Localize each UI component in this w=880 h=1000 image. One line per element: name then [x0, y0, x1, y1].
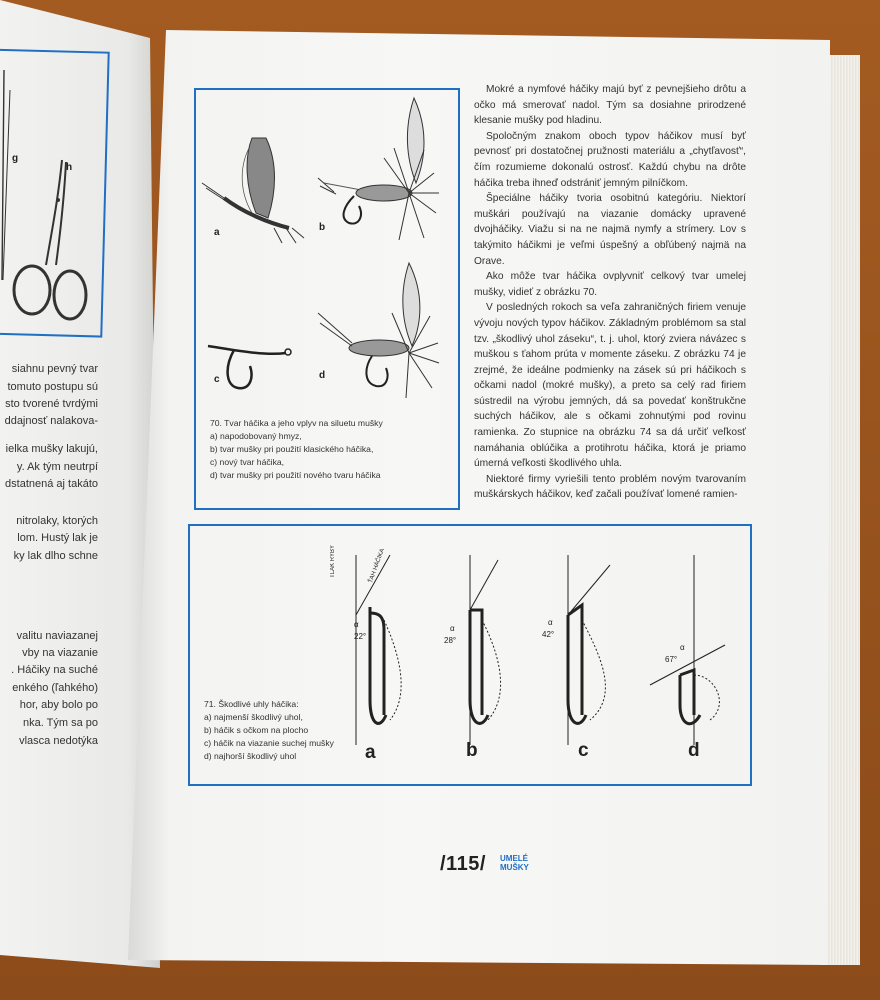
- left-text-line: valitu naviazanej: [16, 630, 98, 642]
- left-text-line: vlasca nedotýka: [19, 735, 98, 747]
- fig70-label-d: d: [319, 370, 326, 381]
- force-label-hook: ŤAH HÁČIKA: [368, 548, 386, 584]
- left-text-line: ddajnosť nalakova-: [4, 415, 98, 427]
- figure-letter-h: h: [66, 162, 73, 173]
- paragraph: V posledných rokoch sa veľa zahraničných firiem venuje vývoju nových typov háčikov. Základným problémom sa stal tzv. „škodlivý uhol záseku“, t. j. uhol, ktorý zviera návázec s muškou s ťahom prúta v momente záseku. Z obrázku 74 je zrejmé, že ideálne podmienky na zásek sú pri háčikoch s očkami nadol (mokré mušky), a preto sa celý rad firiem sústredil na výrobu jemných, dá sa povedať konštrukčne suchých háčikov, ale s očkami zohnutými pod rovinu ramienka. Zo stupnice na obrázku 74 sa dá určiť veľkosť namáhania oblúčika a protihrotu háčika, ktorá je priamo úmerná veľkosti škodlivého uhla.: [474, 302, 746, 470]
- left-text-line: nitrolaky, ktorých: [16, 515, 98, 527]
- left-text-line: vby na viazanie: [22, 647, 98, 659]
- fig70-label-b: b: [319, 222, 326, 233]
- body-text-column: [474, 82, 746, 503]
- left-text-line: ielka mušky lakujú,: [5, 443, 98, 455]
- figure-71-caption: [204, 698, 334, 763]
- caption-item: c) nový tvar háčika,: [210, 457, 285, 467]
- alpha-symbol: α: [354, 620, 359, 629]
- angle-label-a: 22°: [354, 632, 367, 641]
- figure-letter-g: g: [12, 153, 19, 164]
- figure-70-caption: [210, 417, 383, 482]
- left-text-line: tomuto postupu sú: [7, 381, 98, 393]
- caption-item: c) háčik na viazanie suchej mušky: [204, 738, 334, 748]
- left-text-line: enkého (ľahkého): [12, 682, 98, 694]
- caption-title: 70. Tvar háčika a jeho vplyv na siluetu mušky: [210, 418, 383, 428]
- paragraph: Špeciálne háčiky tvoria osobitnú kategóriu. Niektorí muškári používajú na viazanie domácky upravené dvojháčiky. Viažu si na ne najmä nymfy a strímery. Lov s takýmito háčikmi je veľmi úspešný a obľúbený najmä na Orave.: [474, 193, 746, 267]
- fig70-label-c: c: [214, 374, 220, 385]
- caption-item: a) najmenší škodlivý uhol,: [204, 712, 303, 722]
- left-text-line: lom. Hustý lak je: [17, 532, 98, 544]
- caption-item: a) napodobovaný hmyz,: [210, 431, 302, 441]
- left-text-line: ky lak dlho schne: [13, 550, 98, 562]
- paragraph: Ako môže tvar háčika ovplyvniť celkový tvar umelej mušky, vidieť z obrázku 70.: [474, 271, 746, 298]
- hook-letter-d: d: [688, 740, 700, 761]
- angle-label-d: 67°: [665, 655, 678, 664]
- paragraph: Mokré a nymfové háčiky majú byť z pevnejšieho drôtu a očko má smerovať nadol. Tým sa dosiahne prirodzené klesanie mušky pod hladinu.: [474, 84, 746, 127]
- force-label-fish: TLAK RYBY: [330, 545, 336, 578]
- alpha-symbol: α: [548, 618, 553, 627]
- caption-item: d) tvar mušky pri použití nového tvaru háčika: [210, 470, 381, 480]
- section-name-line: MUŠKY: [500, 863, 529, 872]
- angle-label-c: 42°: [542, 630, 555, 639]
- angle-label-b: 28°: [444, 636, 457, 645]
- hook-letter-b: b: [466, 740, 478, 761]
- classic-dry-fly-illustration: [318, 98, 439, 240]
- left-text-line: dstatnená aj takáto: [5, 478, 98, 490]
- scissors-illustration: [0, 50, 110, 340]
- figure-70-illustrations: [194, 88, 456, 406]
- hook-letter-c: c: [578, 740, 589, 761]
- caption-item: b) tvar mušky pri použití klasického háčika,: [210, 444, 374, 454]
- left-text-line: . Háčiky na suché: [11, 664, 98, 676]
- alpha-symbol: α: [450, 624, 455, 633]
- left-text-line: y. Ak tým neutrpí: [16, 461, 98, 473]
- alpha-symbol: α: [680, 643, 685, 652]
- paragraph: Spoločným znakom oboch typov háčikov musí byť pevnosť pri dostatočnej pružnosti materiálu a „chytľavosť“, čím rozumieme dokonalú ostrosť. Každú chybu na drôte háčika treba ihneď odstrániť jemným pilníčkom.: [474, 130, 746, 189]
- section-name: [500, 854, 529, 872]
- page-number: /115/: [440, 853, 486, 875]
- left-text-line: siahnu pevný tvar: [11, 363, 98, 375]
- left-text-line: hor, aby bolo po: [19, 699, 98, 711]
- paragraph: Niektoré firmy vyriešili tento problém novým tvarovaním muškárskych háčikov, keď začali používať lomené ramien-: [474, 473, 746, 501]
- caption-item: b) háčik s očkom na plocho: [204, 725, 309, 735]
- new-hook-shape-illustration: [208, 346, 291, 388]
- section-name-line: UMELÉ: [500, 854, 528, 863]
- new-dry-fly-illustration: [318, 263, 439, 398]
- left-text-line: sto tvorené tvrdými: [5, 398, 98, 410]
- caption-item: d) najhorší škodlivý uhol: [204, 751, 297, 761]
- fig70-label-a: a: [214, 227, 220, 238]
- caption-title: 71. Škodlivé uhly háčika:: [204, 699, 299, 709]
- left-text-line: nka. Tým sa po: [23, 717, 98, 729]
- hook-letter-a: a: [365, 742, 376, 763]
